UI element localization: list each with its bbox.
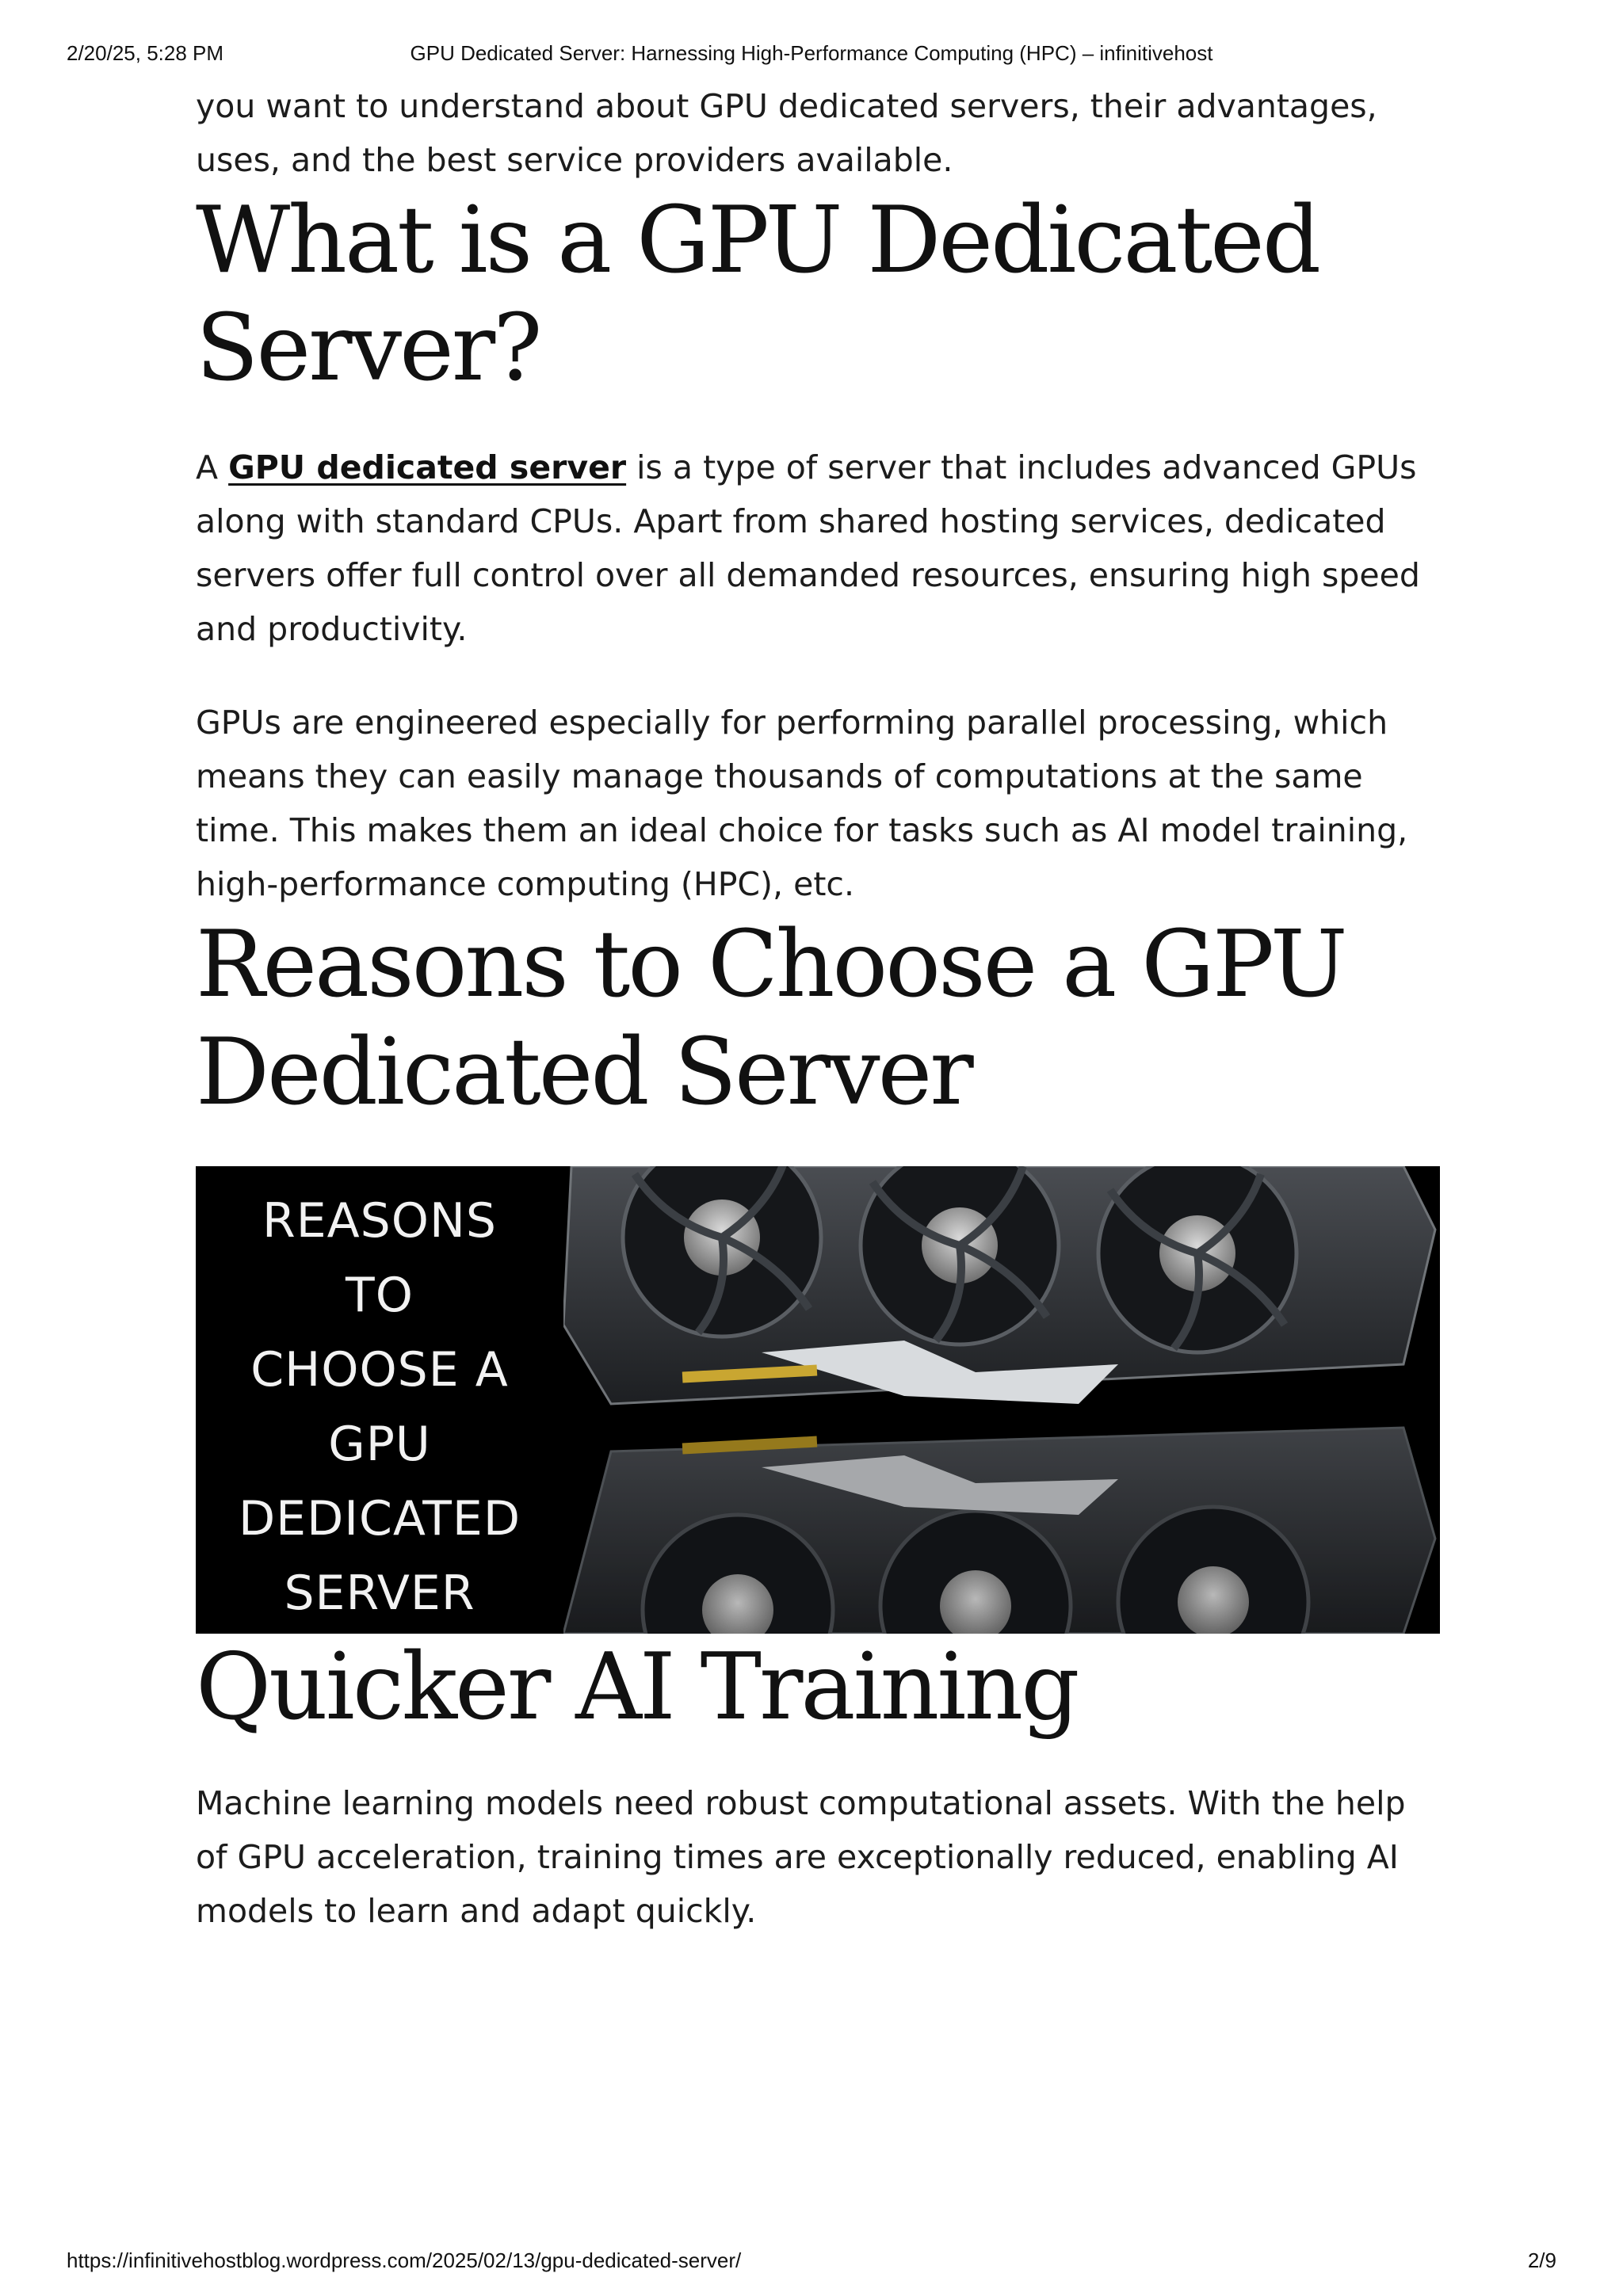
heading-what-is-gpu-server: What is a GPU Dedicated Server? (196, 187, 1319, 402)
page-number: 2/9 (1527, 2248, 1556, 2272)
reasons-feature-image (196, 1166, 1440, 1634)
definition-lead: A (196, 448, 229, 486)
print-page-title: GPU Dedicated Server: Harnessing High-Performance Computing (HPC) – infinitivehost (410, 41, 1213, 65)
heading-reasons: Reasons to Choose a GPU Dedicated Server (196, 911, 1346, 1126)
gpu-graphics-card-illustration (563, 1166, 1440, 1634)
heading-quicker-ai-training: Quicker AI Training (196, 1634, 1078, 1741)
image-caption (196, 1184, 563, 1630)
page-url: https://infinitivehostblog.wordpress.com/2025/02/13/gpu-dedicated-server/ (67, 2248, 742, 2272)
paragraph-definition (196, 441, 1440, 656)
gpu-dedicated-server-link[interactable]: GPU dedicated server (228, 448, 627, 486)
article-body (196, 79, 1440, 1938)
paragraph-parallel-processing: GPUs are engineered especially for performing parallel processing, which means they can easily manage thousands of computations at the same time. This makes them an ideal choice for tasks such as AI model training, high-performance computing (HPC), etc. (196, 704, 1408, 903)
gpu-card-upper (563, 1166, 1435, 1404)
print-datetime: 2/20/25, 5:28 PM (67, 41, 224, 65)
definition-rest: is a type of server that includes advanced GPUs along with standard CPUs. Apart from shared hosting services, dedicated servers offer full control over all demanded resources, ensuring high speed and productivity. (196, 448, 1420, 648)
caption-line: CHOOSE A (250, 1342, 509, 1398)
caption-line: SERVER (284, 1566, 475, 1621)
paragraph-quicker-ai-training: Machine learning models need robust computational assets. With the help of GPU acceleration, training times are exceptionally reduced, enabling AI models to learn and adapt quickly. (196, 1784, 1406, 1930)
caption-line: GPU (328, 1417, 431, 1472)
gpu-card-reflection (563, 1428, 1435, 1634)
caption-line: DEDICATED (238, 1491, 521, 1547)
caption-line: TO (346, 1268, 414, 1323)
intro-continuation: you want to understand about GPU dedicated servers, their advantages, uses, and the best service providers available. (196, 87, 1377, 179)
caption-line: REASONS (262, 1193, 497, 1249)
